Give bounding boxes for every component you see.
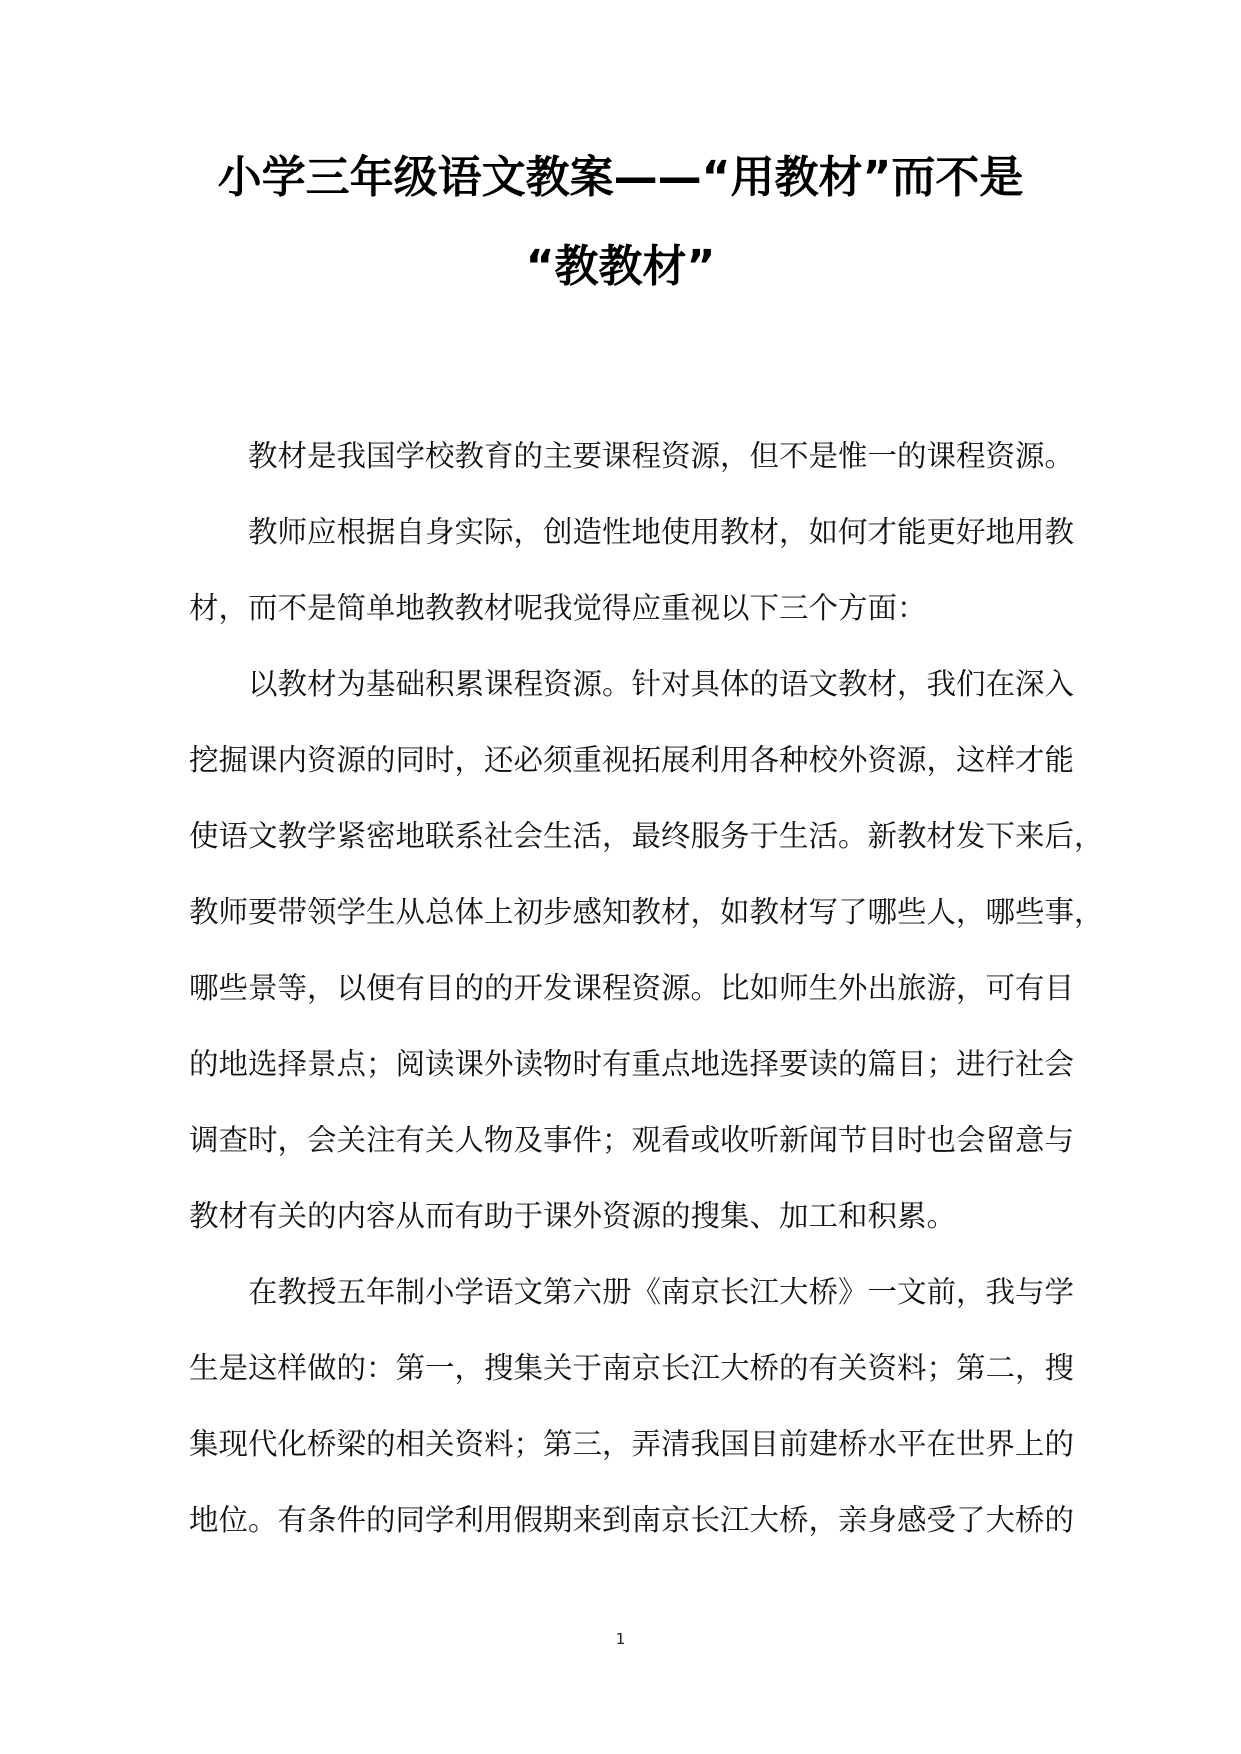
paragraph-4-line-3: 集现代化桥梁的相关资料；第三，弄清我国目前建桥水平在世界上的 — [189, 1427, 1075, 1461]
paragraph-1-line-1: 教材是我国学校教育的主要课程资源，但不是惟一的课程资源。 — [248, 439, 1075, 473]
paragraph-3-line-4: 教师要带领学生从总体上初步感知教材，如教材写了哪些人，哪些事， — [189, 895, 1104, 929]
paragraph-3-line-8: 教材有关的内容从而有助于课外资源的搜集、加工和积累。 — [189, 1199, 957, 1233]
paragraph-3-line-6: 的地选择景点；阅读课外读物时有重点地选择要读的篇目；进行社会 — [189, 1047, 1075, 1081]
paragraph-4-line-2: 生是这样做的：第一，搜集关于南京长江大桥的有关资料；第二，搜 — [189, 1351, 1075, 1385]
paragraph-3-line-5: 哪些景等，以便有目的的开发课程资源。比如师生外出旅游，可有目 — [189, 971, 1075, 1005]
paragraph-3-line-7: 调查时，会关注有关人物及事件；观看或收听新闻节目时也会留意与 — [189, 1123, 1075, 1157]
document-title-line-1: 小学三年级语文教案——“用教材”而不是 — [217, 152, 1024, 203]
page-number: 1 — [615, 1630, 626, 1648]
document-title-line-2: “教教材” — [525, 241, 716, 292]
paragraph-2-line-1: 教师应根据自身实际，创造性地使用教材，如何才能更好地用教 — [248, 515, 1075, 549]
paragraph-3-line-1: 以教材为基础积累课程资源。针对具体的语文教材，我们在深入 — [248, 667, 1075, 701]
document-body — [189, 438, 1104, 1578]
paragraph-3-line-3: 使语文教学紧密地联系社会生活，最终服务于生活。新教材发下来后， — [189, 819, 1104, 853]
paragraph-3-line-2: 挖掘课内资源的同时，还必须重视拓展利用各种校外资源，这样才能 — [189, 743, 1075, 777]
paragraph-2-line-2: 材，而不是简单地教教材呢我觉得应重视以下三个方面： — [189, 591, 927, 625]
paragraph-4-line-4: 地位。有条件的同学利用假期来到南京长江大桥，亲身感受了大桥的 — [189, 1503, 1075, 1537]
paragraph-4-line-1: 在教授五年制小学语文第六册《南京长江大桥》一文前，我与学 — [248, 1275, 1075, 1309]
